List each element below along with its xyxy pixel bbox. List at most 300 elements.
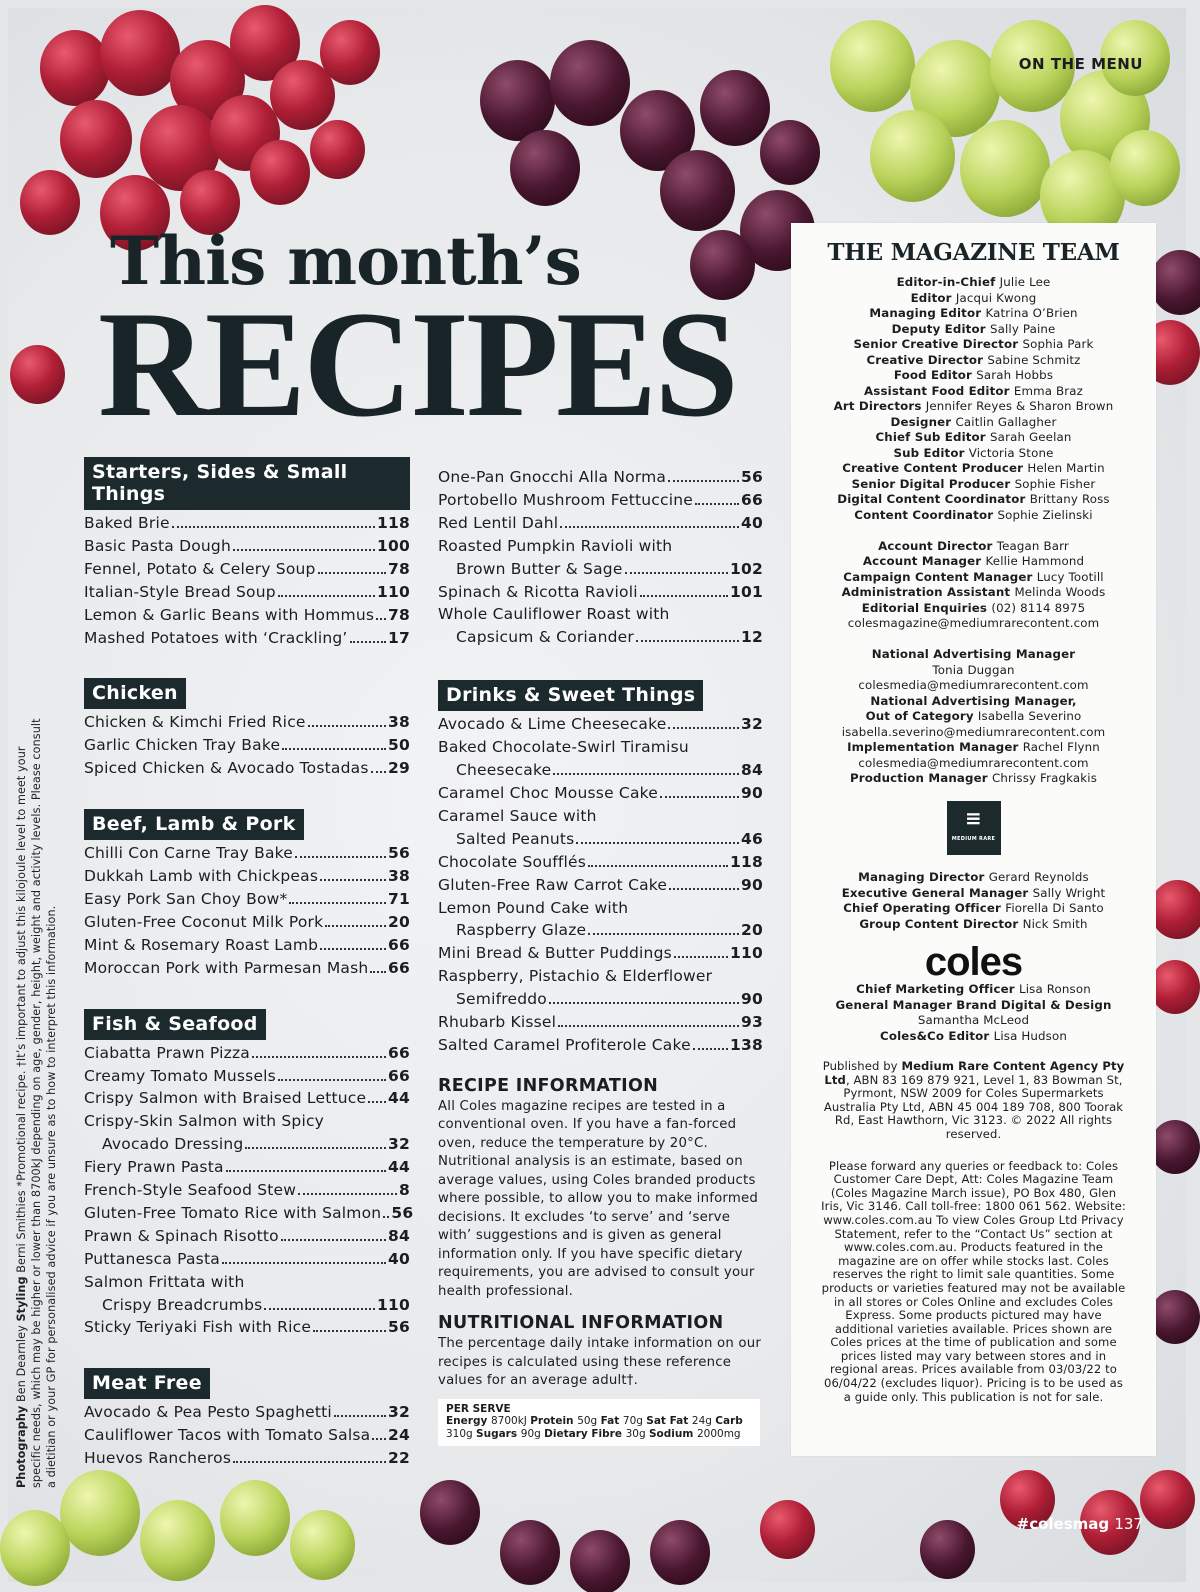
team-member [791,740,1156,756]
dot-leader [318,572,386,574]
nutrient-label: Carb [715,1415,743,1428]
recipe-line [84,1225,410,1248]
recipe-name: Roasted Pumpkin Ravioli with [438,536,673,555]
team-member [791,1013,1156,1029]
dot-leader [376,618,386,620]
team-role: Senior Creative Director [853,337,1023,351]
team-role: Chief Marketing Officer [856,982,1020,996]
team-name: Jacqui Kwong [955,290,1037,305]
dot-leader [370,971,386,973]
team-member [791,353,1156,369]
recipe-line [84,581,410,604]
dot-leader [625,572,728,574]
dot-leader [264,1308,375,1310]
team-name: colesmedia@mediumrarecontent.com [858,678,1089,692]
grape [320,20,380,85]
dot-leader [233,549,375,551]
recipe-name: Ciabatta Prawn Pizza [84,1043,251,1062]
dot-leader [334,1415,386,1417]
page-number: 90 [741,783,763,802]
dot-leader [252,1056,386,1058]
spacer [791,632,1156,648]
page-number: 32 [741,715,763,734]
dot-leader [668,727,739,729]
team-role: National Advertising Manager [871,647,1076,661]
team-name: Sabine Schmitz [987,352,1081,367]
page-number: 118 [730,852,763,871]
recipe-name: Mini Bread & Butter Puddings [438,944,672,963]
recipe-info-heading: RECIPE INFORMATION [438,1075,659,1096]
grape [500,1520,560,1585]
dot-leader [553,773,739,775]
recipe-line [84,1271,410,1294]
team-role: Executive General Manager [841,885,1033,900]
nutrient-label: Sat Fat [646,1415,692,1428]
dot-leader [660,796,739,798]
recipe-name: Mashed Potatoes with ‘Crackling’ [84,628,348,647]
team-name: Sarah Hobbs [976,368,1054,382]
recipe-section [84,457,410,649]
grape [660,150,735,231]
dot-leader [371,771,386,773]
recipe-line [84,1248,410,1271]
recipe-name: Salted Caramel Profiterole Cake [438,1035,691,1054]
page-number: 66 [388,935,410,954]
recipe-name: Lemon Pound Cake with [438,898,629,917]
styling-name: Berni Smithies [15,1190,28,1273]
nutrient-value: 8700kJ [490,1415,531,1428]
recipe-line [84,757,410,780]
recipe-line [84,1087,410,1110]
photography-label: Photography [15,1405,28,1488]
recipe-name: Gluten-Free Coconut Milk Pork [84,912,324,931]
recipe-name: Caramel Sauce with [438,806,597,825]
page-number: 56 [388,844,410,863]
page-number: 38 [388,713,410,732]
dot-leader [693,1048,728,1050]
recipe-line [84,911,410,934]
recipe-line [84,1316,410,1339]
dot-leader [549,1002,739,1004]
team-name: Lisa Ronson [1019,982,1091,996]
team-role: Coles&Co Editor [880,1028,994,1043]
recipe-line [84,957,410,980]
dot-leader [320,879,386,881]
team-name: Nick Smith [1022,916,1088,931]
team-role: General Manager Brand Digital & Design [835,997,1112,1012]
page-number: 44 [388,1089,410,1108]
dot-leader [640,595,728,597]
page-number: 8 [399,1181,410,1200]
team-member [791,709,1156,725]
recipe-line [84,1202,414,1225]
page-number: 118 [377,514,410,532]
team-role: Editorial Enquiries [861,600,992,615]
team-role: Campaign Content Manager [843,569,1037,584]
team-role: Digital Content Coordinator [837,492,1030,506]
recipe-name: Avocado & Pea Pesto Spaghetti [84,1403,332,1422]
recipe-info-text: All Coles magazine recipes are tested in a conventional oven. If you have a fan-forced oven, reduce the temperature by 20°C. Nutritional analysis is an estimate, based on average values, using Coles branded products where possible, to allow you to make informed decisions. It excludes ‘to serve’ and ‘serve with’ suggestions and is given as general information only. If you have specific dietary requirements, you are advised to consult your health professional. [438,1098,759,1299]
magazine-team-panel [791,223,1156,1456]
recipe-name: Crispy-Skin Salmon with Spicy [84,1112,325,1131]
team-member [791,982,1156,998]
recipe-name: Puttanesca Pasta [84,1249,220,1268]
published-by [791,1060,1156,1142]
team-name: colesmagazine@mediumrarecontent.com [847,616,1100,630]
drinks-list [438,713,763,1057]
team-role: Deputy Editor [891,321,990,336]
team-name: Lucy Tootill [1036,569,1104,584]
page-title-line2: RECIPES [98,280,736,448]
dot-leader [245,1147,386,1149]
team-name: Sophie Zielinski [997,507,1093,522]
team-role: Food Editor [893,368,977,382]
team-role: Account Manager [862,554,986,568]
dot-leader [588,933,739,935]
footer [1017,1515,1143,1533]
grape [760,120,820,185]
page-number: 66 [388,958,410,977]
page-number: 50 [388,736,410,755]
per-serve-label: PER SERVE [446,1402,511,1415]
grape [870,110,955,202]
team-member [791,870,1156,886]
dot-leader [325,925,386,927]
nutrient-value: 50g [577,1415,601,1428]
recipe-line [84,1042,410,1065]
recipe-name: Red Lentil Dahl [438,513,559,532]
grape [420,1480,480,1545]
team-role: Administration Assistant [841,585,1015,599]
recipe-name: Salmon Frittata with [84,1272,245,1291]
section-heading: Meat Free [84,1368,210,1399]
section-heading: Fish & Seafood [84,1009,266,1040]
grape [480,60,555,141]
team-name: Julie Lee [999,275,1051,289]
team-member [791,678,1156,694]
team-role: Group Content Director [859,916,1023,931]
page-number: 32 [388,1403,410,1422]
team-role: Chief Operating Officer [843,901,1006,915]
published-by-lead: Published by [822,1059,902,1073]
page-number: 78 [388,605,410,624]
recipe-line [438,489,763,512]
dot-leader [576,842,739,844]
recipe-line [84,1065,410,1088]
page-number: 84 [741,761,763,780]
team-name: Isabella Severino [977,709,1082,723]
medium-rare-logo-text: MEDIUM RARE [951,835,996,842]
team-member [791,725,1156,741]
dot-leader [368,1101,386,1103]
nutrient-value: 90g [520,1427,545,1440]
recipe-name-continued: Semifreddo [456,990,547,1009]
recipe-line [84,934,410,957]
grape [960,120,1050,217]
per-serve-box [438,1399,760,1447]
team-name: Brittany Ross [1029,492,1110,506]
page-number: 38 [388,867,410,886]
dot-leader [668,480,739,482]
page-number: 138 [730,1035,763,1054]
team-name: Kellie Hammond [985,554,1085,568]
dot-leader [308,725,386,727]
dot-leader [278,595,375,597]
dot-leader [172,526,375,528]
page-number: 24 [388,1426,410,1445]
team-member [791,477,1156,493]
team-name: Lisa Hudson [993,1028,1067,1043]
recipe-line [84,865,410,888]
team-member [791,771,1156,787]
recipe-name: Spiced Chicken & Avocado Tostadas [84,759,369,778]
recipe-name: Baked Brie [84,514,170,532]
team-member [791,306,1156,322]
nutrition-info-heading: NUTRITIONAL INFORMATION [438,1313,724,1334]
recipe-line [438,851,763,874]
recipe-line [84,627,410,650]
grape [650,1520,710,1585]
recipe-name: Cauliflower Tacos with Tomato Salsa [84,1426,371,1445]
grape [920,1520,975,1579]
recipe-name: Italian-Style Bread Soup [84,582,276,601]
recipe-name-continued: Avocado Dressing [102,1135,244,1154]
section-heading: Starters, Sides & Small Things [84,457,410,510]
spacer [791,523,1156,539]
page-number: 12 [741,628,763,647]
recipe-information-block [438,1076,763,1302]
team-member [791,446,1156,462]
team-role: Assistant Food Editor [864,383,1014,398]
grape [0,1510,70,1586]
team-member [791,492,1156,508]
recipe-name: Sticky Teriyaki Fish with Rice [84,1318,312,1337]
published-by-rest: , ABN 83 169 879 921, Level 1, 83 Bowman St, Pyrmont, NSW 2009 for Coles Supermarkets Australia Pty Ltd, ABN 45 004 189 708, 800 Toorak Rd, East Hawthorn, Vic 3123. © 2022 All rights reserved. [823,1072,1124,1141]
recipe-name-continued: Raspberry Glaze [456,921,587,940]
recipe-line [438,713,763,736]
recipe-name: Caramel Choc Mousse Cake [438,783,659,802]
feedback-text: Please forward any queries or feedback to: Coles Customer Care Dept, Att: Coles Magazine Team (Coles Magazine March issue), PO Box 480, Glen Iris, Vic 3146. Call toll-free: 1800 061 562. Website: www.coles.com.au To view Coles Group Ltd Privacy Statement, refer to the “Contact Us” section at www.coles.com.au. Products featured in the magazine are on offer while stocks last. Coles reserves the right to limit sale quantities. Some products or varieties featured may not be available in all stores or Coles Online and excludes Coles Express. Some products pictured may have additional varieties available. Prices shown are Coles prices at the time of publication and some prices listed may vary between stores and in regional areas. Prices available from 03/03/22 to 06/04/22 (excludes liquor). Pricing is to be used as a guide only. This publication is not for sale. [821,1158,1126,1404]
recipe-name: Gluten-Free Raw Carrot Cake [438,875,668,894]
recipe-name-continued: Crispy Breadcrumbs [102,1295,263,1314]
page-number: 56 [741,468,763,486]
page-number: 90 [741,990,763,1009]
grape [1150,1120,1200,1174]
recipe-line [84,1447,410,1470]
nutrition-info-text: The percentage daily intake information on our recipes is calculated using these reference values for an average adult†. [438,1336,762,1389]
team-name: Fiorella Di Santo [1005,901,1104,915]
page-number: 40 [741,513,763,532]
page-number: 137 [1114,1515,1143,1533]
dot-leader [372,1438,386,1440]
team-member [791,368,1156,384]
nutrient-value: 24g [691,1415,716,1428]
recipe-line [84,558,410,581]
nutrition-information-block [438,1313,763,1446]
recipe-line [438,965,763,988]
page-number: 20 [388,912,410,931]
recipe-name: Creamy Tomato Mussels [84,1066,276,1085]
nutrient-label: Protein [530,1415,578,1428]
recipe-name: Easy Pork San Choy Bow* [84,889,288,908]
team-member [791,291,1156,307]
team-member [791,337,1156,353]
dot-leader [383,1216,389,1218]
team-member [791,998,1156,1014]
team-role: National Advertising Manager, [870,693,1077,708]
page-number: 101 [730,582,763,601]
page-number: 44 [388,1158,410,1177]
page-number: 32 [388,1135,410,1154]
dot-leader [226,1170,386,1172]
page-number: 110 [377,582,410,601]
recipe-name-continued: Brown Butter & Sage [456,559,623,578]
page-number: 66 [388,1066,410,1085]
team-member [791,322,1156,338]
nutrient-value: 30g [625,1427,649,1440]
nutrient-value: 310g [446,1427,477,1440]
coles-logo: coles [924,940,1023,984]
team-name: Chrissy Fragkakis [991,771,1097,785]
team-name: Sally Paine [989,321,1056,336]
dot-leader [233,1461,386,1463]
team-role: Production Manager [849,771,992,785]
recipe-line [84,1401,410,1424]
recipe-line [438,988,763,1011]
dot-leader [222,1262,386,1264]
grape [1150,1290,1200,1344]
recipe-name: Chocolate Soufflés [438,852,587,871]
page-number: 78 [388,559,410,578]
recipe-name: Basic Pasta Dough [84,536,231,555]
dot-leader [278,1079,386,1081]
grape [570,1530,630,1592]
team-name: Helen Martin [1027,461,1105,475]
team-name: Jennifer Reyes & Sharon Brown [925,399,1114,413]
recipe-name: Huevos Rancheros [84,1449,232,1468]
grape [40,30,110,106]
recipe-line [438,535,763,558]
dot-leader [298,1193,397,1195]
section-tag: ON THE MENU [1018,55,1143,73]
dot-leader [281,1239,386,1241]
styling-label: Styling [15,1276,28,1322]
team-member [791,430,1156,446]
recipe-name: Chicken & Kimchi Fried Rice [84,713,306,732]
page-number: 17 [388,628,410,647]
recipe-line [84,1110,410,1133]
team-member [791,886,1156,902]
page-number: 102 [730,559,763,578]
team-role: Editor-in-Chief [896,275,1000,289]
section-heading-drinks: Drinks & Sweet Things [438,680,703,711]
grape [140,1500,215,1581]
grape [100,10,180,96]
recipe-line [84,1179,410,1202]
recipe-line [438,558,763,581]
recipe-name: One-Pan Gnocchi Alla Norma [438,468,667,486]
recipe-line [438,828,763,851]
grape [10,345,65,404]
page-number: 100 [377,536,410,555]
page-number: 66 [741,490,763,509]
footer-hashtag: #colesmag [1016,1515,1110,1533]
dot-leader [669,888,739,890]
team-name: Tonia Duggan [932,662,1015,677]
team-name: Sophia Park [1022,337,1094,351]
recipe-line [438,759,763,782]
team-member [791,384,1156,400]
recipe-name: Portobello Mushroom Fettuccine [438,490,694,509]
team-role: Managing Director [858,870,989,884]
recipe-line [84,842,410,865]
dot-leader [282,748,386,750]
team-member [791,663,1156,679]
team-name: (02) 8114 8975 [991,600,1086,615]
team-name: isabella.severino@mediumrarecontent.com [841,724,1106,739]
team-title: THE MAGAZINE TEAM [827,239,1120,266]
page-title-line1: This month’s [110,222,581,300]
recipe-line [438,581,763,604]
grape [1110,130,1180,206]
team-member [791,756,1156,772]
team-name: Victoria Stone [968,445,1054,460]
recipe-index-middle-column [438,466,763,1446]
team-name: Sophie Fisher [1014,476,1096,491]
dot-leader [289,902,386,904]
team-member [791,539,1156,555]
grape [1150,250,1200,315]
page-number: 46 [741,829,763,848]
recipe-line [438,603,763,626]
nutrient-label: Dietary Fibre [544,1427,626,1440]
grape [310,120,365,179]
grape [510,130,580,206]
page-number: 20 [741,921,763,940]
recipe-name: French-Style Seafood Stew [84,1181,297,1200]
recipe-line [438,942,763,965]
meat-free-continued-list [438,466,763,649]
team-role: Creative Director [866,352,988,367]
team-role: Creative Content Producer [842,461,1028,475]
team-role: Chief Sub Editor [875,430,991,444]
team-member [791,461,1156,477]
grape [550,40,630,126]
recipe-index-left-column [84,457,414,1499]
team-member [791,570,1156,586]
team-name: Teagan Barr [996,538,1069,553]
team-list [791,275,1156,1404]
team-role: Out of Category [865,709,978,723]
recipe-line [84,1424,410,1447]
team-member [791,554,1156,570]
recipe-name-continued: Capsicum & Coriander [456,628,634,647]
recipe-name: Spinach & Ricotta Ravioli [438,582,638,601]
nutrient-label: Sodium [649,1427,697,1440]
dot-leader [320,948,386,950]
section-heading: Beef, Lamb & Pork [84,809,304,840]
grape [760,1500,815,1559]
dot-leader [313,1330,386,1332]
dot-leader [350,641,386,643]
recipe-name: Gluten-Free Tomato Rice with Salmon [84,1203,382,1222]
recipe-line [84,734,410,757]
team-member [791,694,1156,710]
grape [700,70,770,146]
recipe-line [438,626,763,649]
team-name: Rachel Flynn [1022,740,1100,754]
grape [1150,960,1200,1014]
